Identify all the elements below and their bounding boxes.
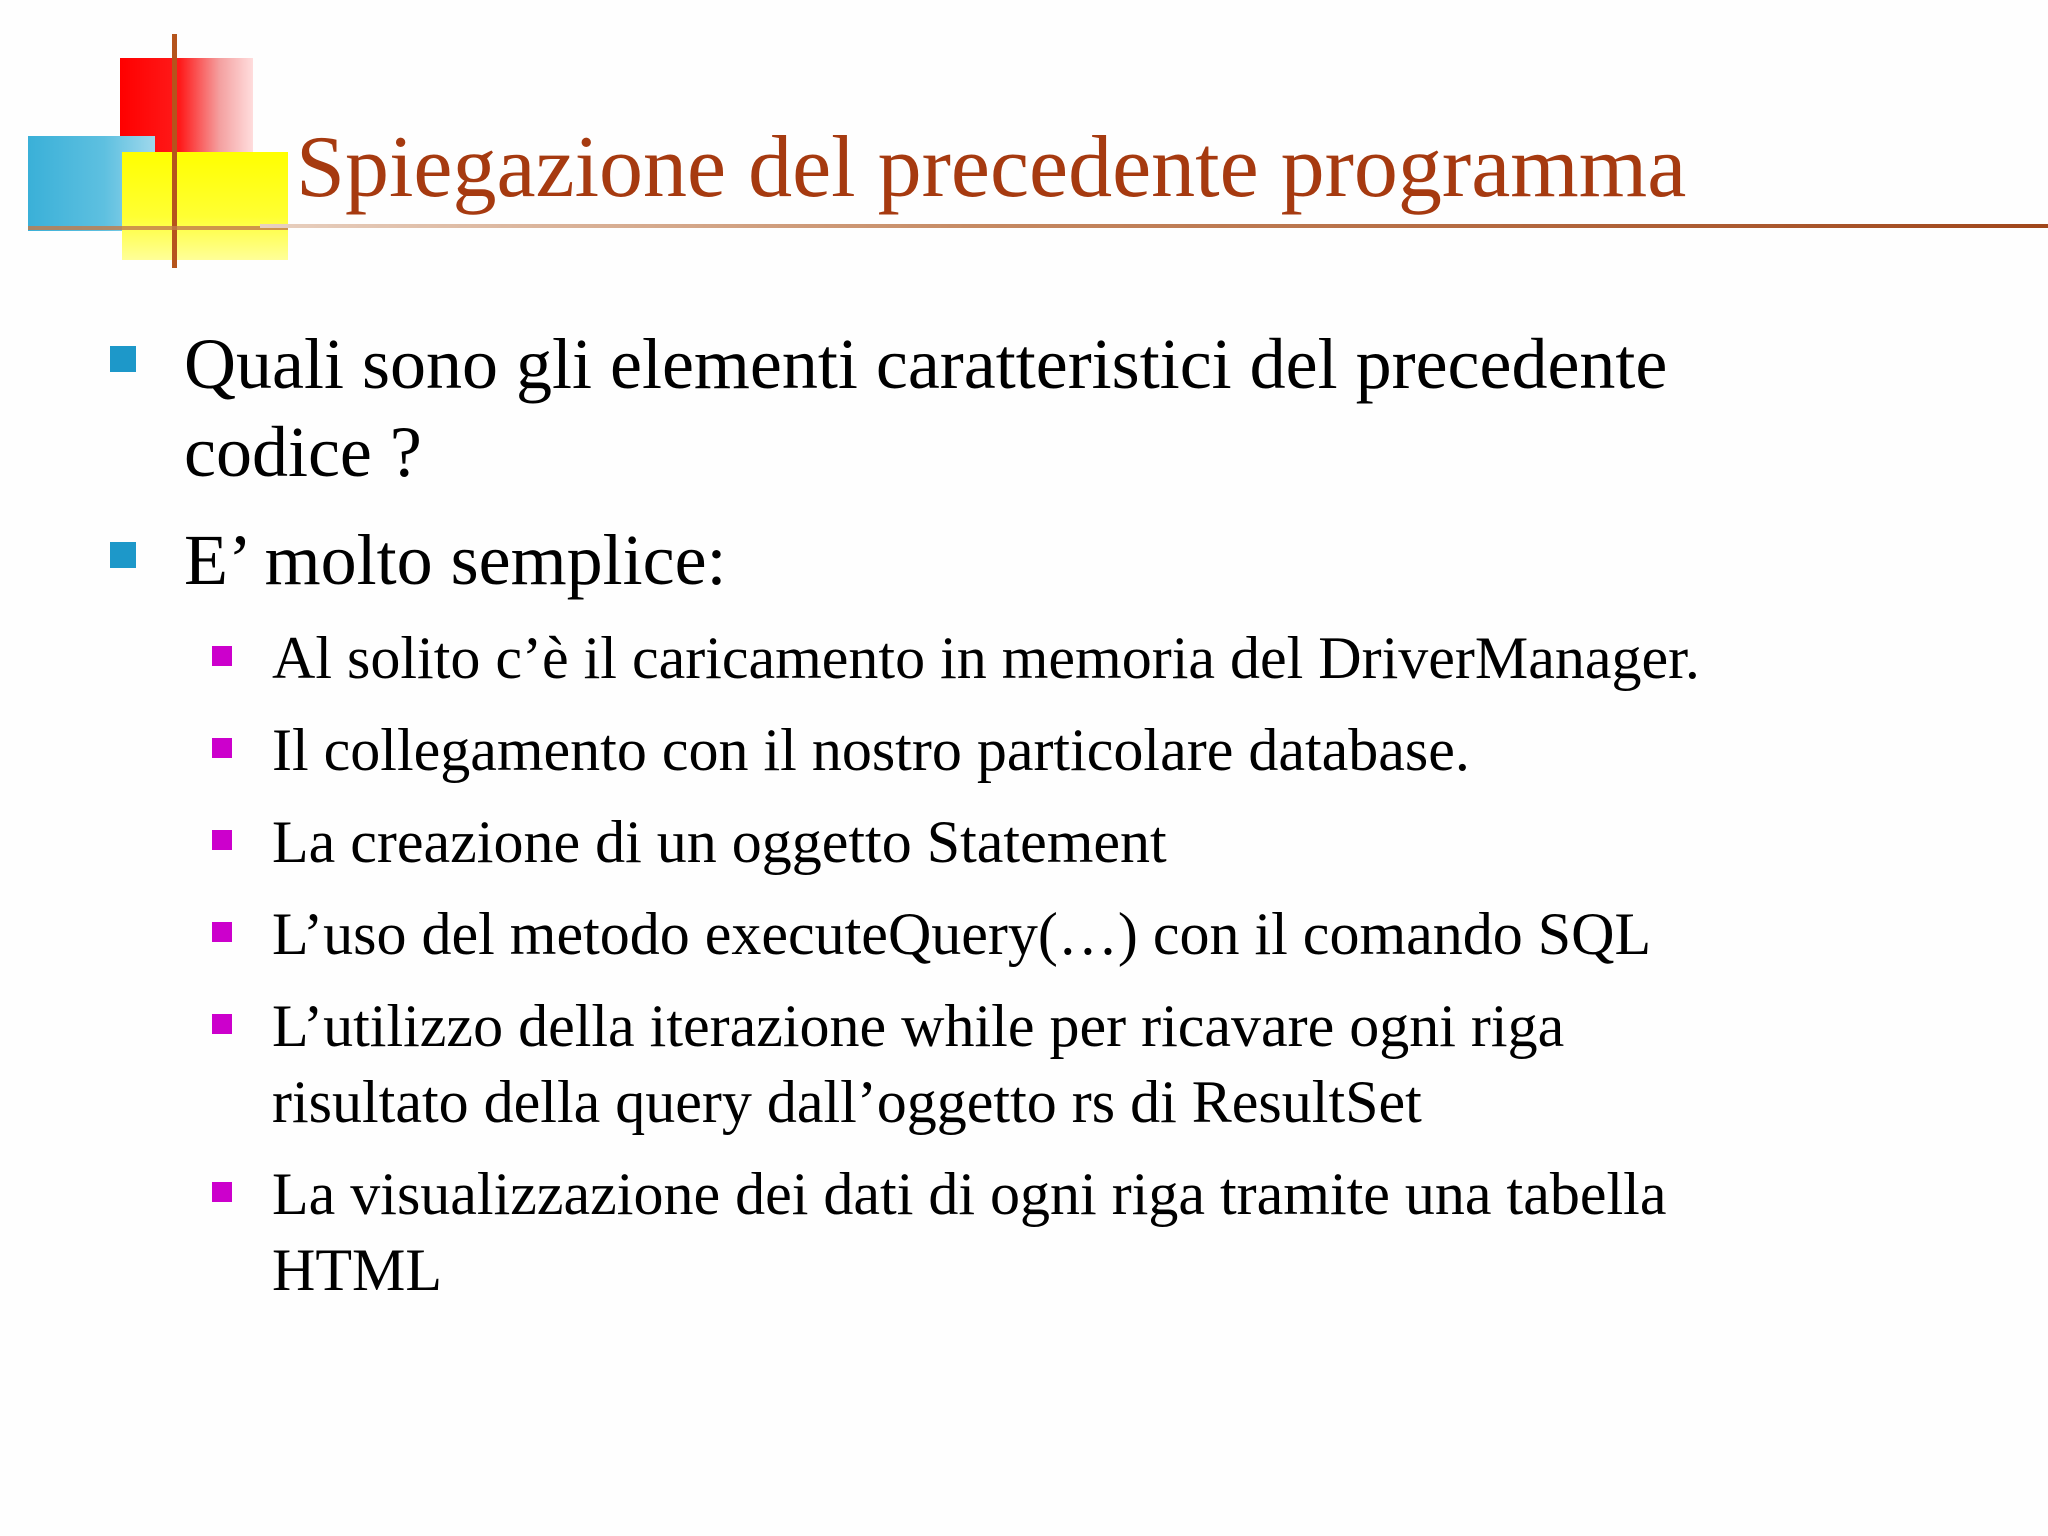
sub-bullet-line: risultato della query dall’oggetto rs di ResultSet: [272, 1069, 1422, 1135]
bullet-text: [184, 516, 1944, 604]
square-bullet-icon: [212, 738, 232, 758]
sub-bullet-text: [272, 896, 1972, 972]
sub-bullet-line: Al solito c’è il caricamento in memoria del DriverManager.: [272, 625, 1700, 691]
sub-bullet-text: [272, 1156, 1972, 1308]
bullet-line: codice ?: [184, 412, 422, 492]
bullet-text: [184, 320, 1944, 496]
sub-bullet-line: HTML: [272, 1237, 442, 1303]
sub-bullet-line: L’uso del metodo executeQuery(…) con il comando SQL: [272, 901, 1652, 967]
sub-bullet-text: [272, 804, 1972, 880]
sub-bullet-line: L’utilizzo della iterazione while per ricavare ogni riga: [272, 993, 1565, 1059]
square-bullet-icon: [212, 922, 232, 942]
sub-bullet-line: Il collegamento con il nostro particolare database.: [272, 717, 1470, 783]
slide-title: Spiegazione del precedente programma: [296, 119, 1687, 216]
square-bullet-icon: [212, 1182, 232, 1202]
sub-bullet-text: [272, 712, 1972, 788]
square-bullet-icon: [212, 646, 232, 666]
sub-bullet-text: [272, 620, 1972, 696]
sub-bullet-line: La visualizzazione dei dati di ogni riga tramite una tabella: [272, 1161, 1667, 1227]
sub-bullet-line: La creazione di un oggetto Statement: [272, 809, 1167, 875]
square-bullet-icon: [212, 1014, 232, 1034]
square-bullet-icon: [212, 830, 232, 850]
square-bullet-icon: [110, 346, 136, 372]
bullet-line: Quali sono gli elementi caratteristici del precedente: [184, 324, 1668, 404]
title-underline: [260, 224, 2048, 228]
logo-horizontal-line: [28, 226, 288, 230]
square-bullet-icon: [110, 542, 136, 568]
logo-yellow-block: [122, 152, 288, 260]
sub-bullet-text: [272, 988, 1972, 1140]
logo-vertical-line: [172, 34, 177, 268]
bullet-line: E’ molto semplice:: [184, 520, 727, 600]
